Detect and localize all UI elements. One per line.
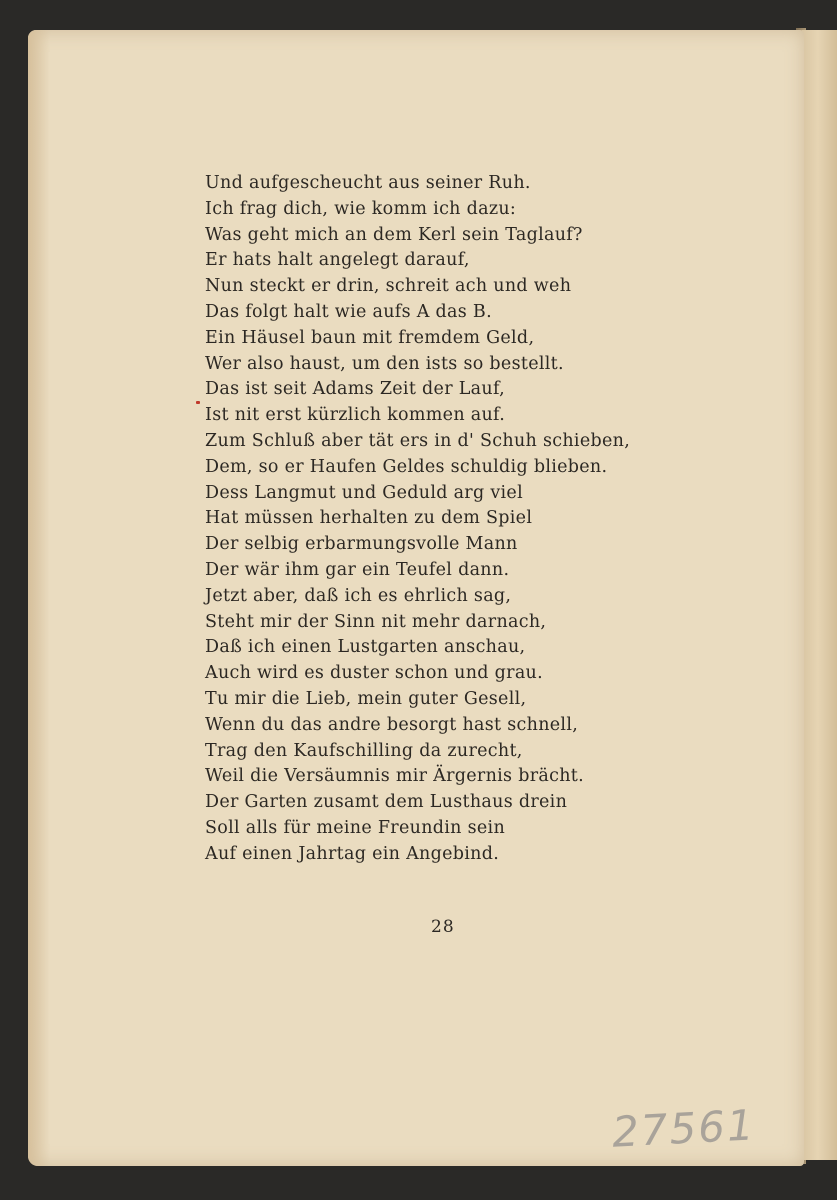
poem-line: Das ist seit Adams Zeit der Lauf, (205, 379, 505, 400)
poem-line: Und aufgescheucht aus seiner Ruh. (205, 173, 531, 193)
poem-line: Wer also haust, um den ists so bestellt. (205, 353, 564, 374)
poem-line: Hat müssen herhalten zu dem Spiel (205, 508, 533, 529)
poem-line: Was geht mich an dem Kerl sein Taglauf? (205, 224, 583, 245)
poem-line: Ein Häusel baun mit fremdem Geld, (205, 327, 535, 348)
poem-line: Trag den Kaufschilling da zurecht, (205, 740, 523, 761)
poem-line: Zum Schluß aber tät ers in d' Schuh schieben, (205, 430, 631, 451)
poem-line: Der selbig erbarmungsvolle Mann (205, 534, 518, 555)
poem-text (205, 171, 645, 868)
poem-line: Er hats halt angelegt darauf, (205, 250, 470, 271)
poem-line: Wenn du das andre besorgt hast schnell, (205, 714, 579, 735)
poem-line: Dem, so er Haufen Geldes schuldig blieben. (205, 456, 608, 477)
poem-line: Das folgt halt wie aufs A das B. (205, 301, 492, 322)
poem-line: Der Garten zusamt dem Lusthaus drein (205, 792, 568, 813)
poem-line: Soll alls für meine Freundin sein (205, 817, 506, 838)
poem-line: Auch wird es duster schon und grau. (205, 663, 543, 684)
poem-line: Auf einen Jahrtag ein Angebind. (205, 843, 500, 864)
poem-line: Der wär ihm gar ein Teufel dann. (205, 559, 510, 580)
poem-line: Tu mir die Lieb, mein guter Gesell, (205, 688, 527, 709)
page-number: 28 (431, 917, 455, 937)
facing-page-edge (800, 30, 837, 1160)
poem-line: Weil die Versäumnis mir Ärgernis brächt. (205, 766, 584, 787)
page-left-edge (28, 30, 50, 1166)
pencil-shelfmark: 27561 (610, 1100, 757, 1157)
poem-line: Ist nit erst kürzlich kommen auf. (205, 405, 506, 426)
red-margin-mark (196, 401, 200, 404)
poem-line: Steht mir der Sinn nit mehr darnach, (205, 611, 547, 632)
poem-line: Ich frag dich, wie komm ich dazu: (205, 198, 517, 219)
poem-line: Nun steckt er drin, schreit ach und weh (205, 276, 572, 297)
poem-line: Daß ich einen Lustgarten anschau, (205, 637, 526, 658)
poem-line: Dess Langmut und Geduld arg viel (205, 482, 523, 503)
poem-line: Jetzt aber, daß ich es ehrlich sag, (205, 585, 512, 606)
